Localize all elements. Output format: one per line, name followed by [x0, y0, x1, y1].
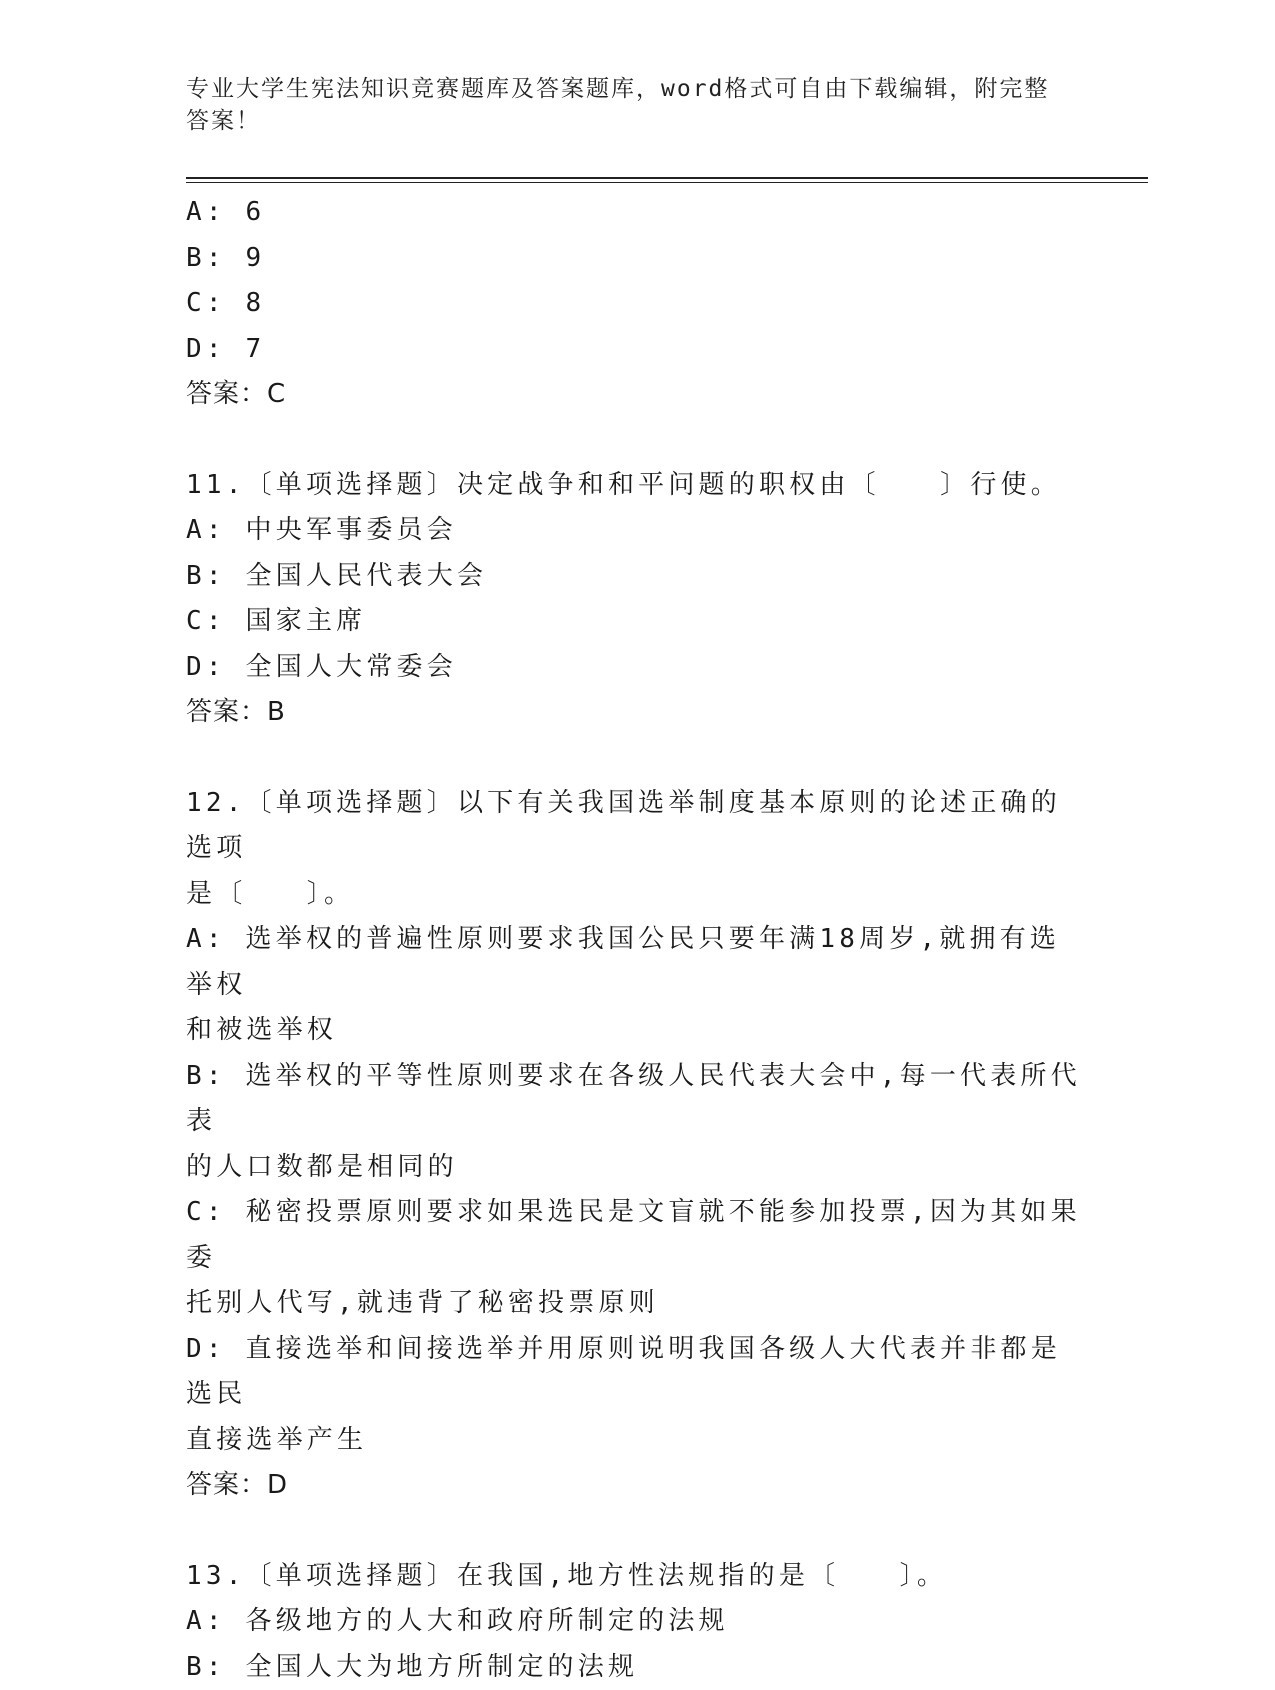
option-d-line-2: 直接选举产生 — [186, 1418, 1086, 1464]
document-content — [186, 190, 1086, 1690]
question-13 — [186, 1554, 1086, 1690]
option-a-line-2: 和被选举权 — [186, 1008, 1086, 1054]
option-c-line-1: C: 秘密投票原则要求如果选民是文盲就不能参加投票,因为其如果委 — [186, 1190, 1086, 1281]
option-b-line-2: 的人口数都是相同的 — [186, 1145, 1086, 1191]
question-11 — [186, 463, 1086, 736]
option-d: D: 7 — [186, 327, 1086, 373]
option-b-line-1: B: 选举权的平等性原则要求在各级人民代表大会中,每一代表所代表 — [186, 1054, 1086, 1145]
header-rule-thick — [186, 177, 1148, 179]
option-c-line-2: 托别人代写,就违背了秘密投票原则 — [186, 1281, 1086, 1327]
spacer — [186, 736, 1086, 781]
question-stem-line-1: 12.〔单项选择题〕以下有关我国选举制度基本原则的论述正确的选项 — [186, 781, 1086, 872]
question-stem: 13.〔单项选择题〕在我国,地方性法规指的是〔 〕。 — [186, 1554, 1086, 1600]
option-a: A: 6 — [186, 190, 1086, 236]
spacer — [186, 1509, 1086, 1554]
option-a: A: 各级地方的人大和政府所制定的法规 — [186, 1599, 1086, 1645]
spacer — [186, 418, 1086, 463]
option-c: C: 国家主席 — [186, 599, 1086, 645]
answer: 答案：C — [186, 372, 1086, 418]
question-12 — [186, 781, 1086, 1509]
question-10-continued — [186, 190, 1086, 418]
question-stem-line-2: 是〔 〕。 — [186, 872, 1086, 918]
answer: 答案：B — [186, 690, 1086, 736]
option-a-line-1: A: 选举权的普遍性原则要求我国公民只要年满18周岁,就拥有选举权 — [186, 917, 1086, 1008]
option-b: B: 全国人民代表大会 — [186, 554, 1086, 600]
option-b: B: 全国人大为地方所制定的法规 — [186, 1645, 1086, 1690]
option-a: A: 中央军事委员会 — [186, 508, 1086, 554]
page-header: 专业大学生宪法知识竞赛题库及答案题库，word格式可自由下载编辑，附完整答案！ — [186, 73, 1066, 137]
option-d-line-1: D: 直接选举和间接选举并用原则说明我国各级人大代表并非都是选民 — [186, 1327, 1086, 1418]
answer: 答案：D — [186, 1463, 1086, 1509]
question-stem: 11.〔单项选择题〕决定战争和和平问题的职权由〔 〕行使。 — [186, 463, 1086, 509]
option-b: B: 9 — [186, 236, 1086, 282]
option-d: D: 全国人大常委会 — [186, 645, 1086, 691]
option-c: C: 8 — [186, 281, 1086, 327]
header-rule-thin — [186, 182, 1148, 183]
